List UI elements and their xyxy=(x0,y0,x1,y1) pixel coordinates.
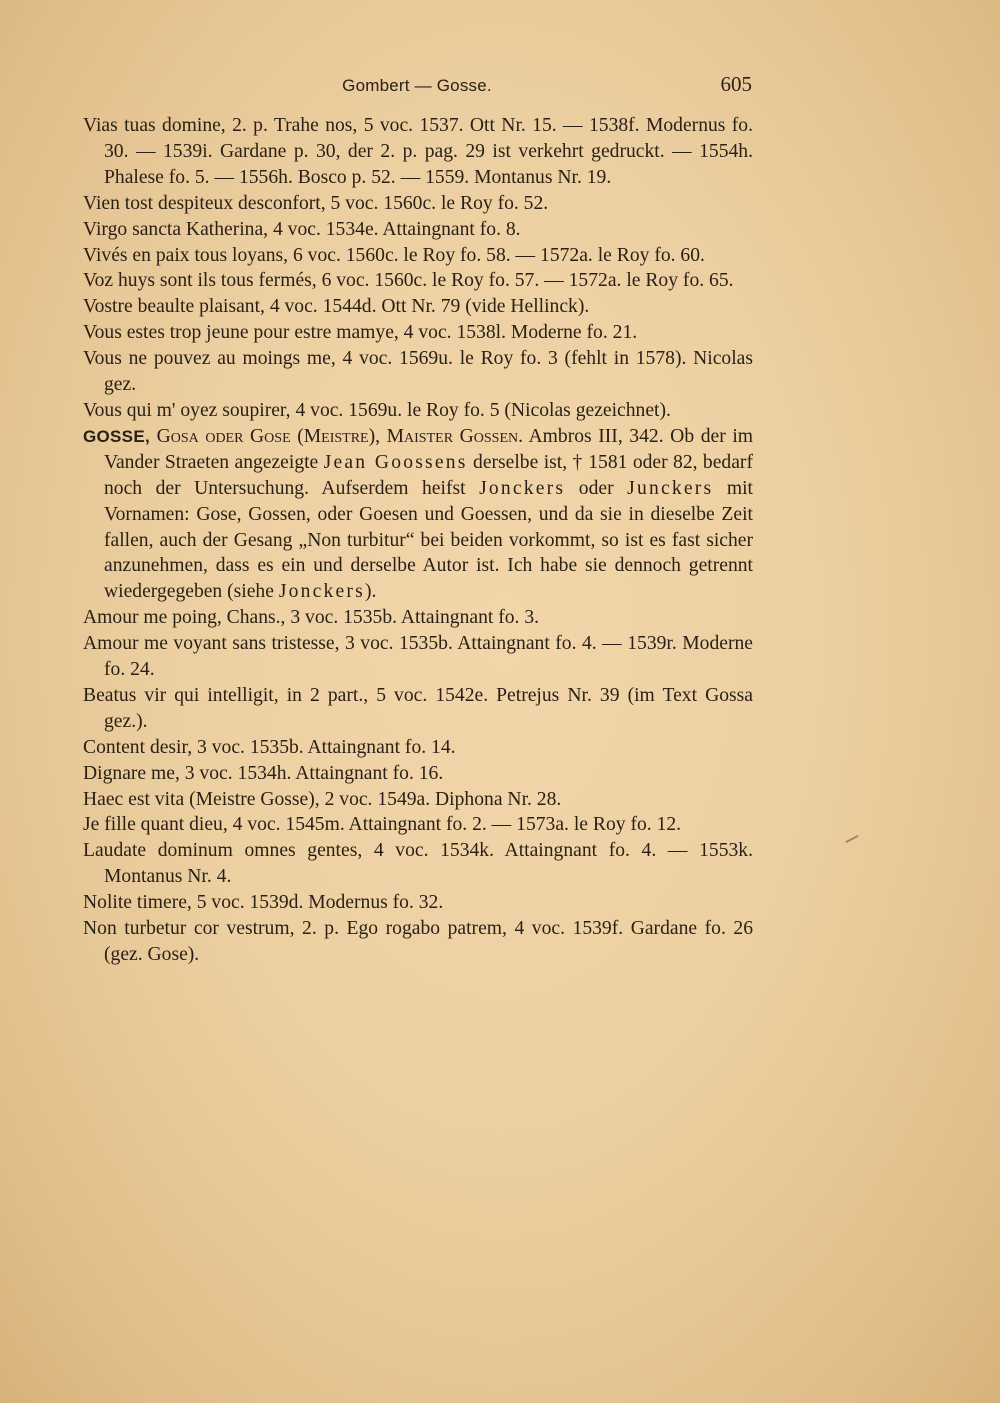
article-text-1: Ambros III, 342. Ob der im Vander Straeten angezeigte xyxy=(104,425,754,473)
entry-nolite-timere: Nolite timere, 5 voc. 1539d. Modernus fo. 32. xyxy=(83,892,444,914)
article-text-3: oder xyxy=(578,477,614,499)
entry-vous-qui: Vous qui m' oyez soupirer, 4 voc. 1569u. le Roy fo. 5 (Nicolas gezeichnet). xyxy=(83,399,671,421)
page-number: 605 xyxy=(720,72,752,96)
entry-content-desir: Content desir, 3 voc. 1535b. Attaingnant fo. 14. xyxy=(83,736,456,758)
entry-vien-tost: Vien tost despiteux desconfort, 5 voc. 1560c. le Roy fo. 52. xyxy=(83,192,549,214)
article-gosse xyxy=(83,424,753,605)
article-text-4: mit Vornamen: Gose, Gossen, oder Goesen und Goessen, und da sie in dieselbe Zeit fallen, auch der Gesang „Non turbitur“ bei beiden vorkommt, so ist es fast sicher anzunehmen, dass es ein und derselbe Autor ist. Ich habe sie dennoch getrennt wiedergegeben (siehe xyxy=(104,477,753,603)
article-text-5: ). xyxy=(365,581,377,603)
entry-haec-est-vita: Haec est vita (Meistre Gosse), 2 voc. 1549a. Diphona Nr. 28. xyxy=(83,788,562,810)
running-head xyxy=(82,72,752,102)
entry-beatus-vir: Beatus vir qui intelligit, in 2 part., 5 voc. 1542e. Petrejus Nr. 39 (im Text Gossa gez.). xyxy=(83,684,753,732)
entry-virgo-sancta: Virgo sancta Katherina, 4 voc. 1534e. Attaingnant fo. 8. xyxy=(83,218,521,240)
paper-blemish xyxy=(845,835,858,843)
article-name-jean-goossens: Jean Goossens xyxy=(323,451,468,473)
article-text-2: derselbe ist, † 1581 oder 82, bedarf noch der Untersuchung. Aufserdem heifst xyxy=(104,451,753,499)
entry-amour-me-poing: Amour me poing, Chans., 3 voc. 1535b. Attaingnant fo. 3. xyxy=(83,607,540,629)
entry-vous-estes: Vous estes trop jeune pour estre mamye, 4 voc. 1538l. Moderne fo. 21. xyxy=(83,322,638,344)
entry-non-turbetur: Non turbetur cor vestrum, 2. p. Ego rogabo patrem, 4 voc. 1539f. Gardane fo. 26 (gez. Gose). xyxy=(83,918,753,965)
article-name-jonckers: Jonckers xyxy=(479,477,566,499)
entry-laudate-dominum: Laudate dominum omnes gentes, 4 voc. 1534k. Attaingnant fo. 4. — 1553k. Montanus Nr. 4. xyxy=(83,840,753,888)
entry-vostre-beaulte: Vostre beaulte plaisant, 4 voc. 1544d. Ott Nr. 79 (vide Hellinck). xyxy=(83,296,590,318)
article-name-variants: Gosa oder Gose (Meistre), Maister Gossen. xyxy=(156,425,524,447)
article-name-junckers: Junckers xyxy=(627,477,714,499)
entry-vias-tuas: Vias tuas domine, 2. p. Trahe nos, 5 voc. 1537. Ott Nr. 15. — 1538f. Modernus fo. 30. — 1539i. Gardane p. 30, der 2. p. pag. 29 ist verkehrt gedruckt. — 1554h. Phalese fo. 5. — 1556h. Bosco p. 52. — 1559. Montanus Nr. 19. xyxy=(83,115,753,188)
entry-je-fille: Je fille quant dieu, 4 voc. 1545m. Attaingnant fo. 2. — 1573a. le Roy fo. 12. xyxy=(83,814,682,836)
body-text xyxy=(83,113,753,968)
article-name-jonckers-ref: Jonckers xyxy=(278,581,365,603)
entry-voz-huys: Voz huys sont ils tous fermés, 6 voc. 1560c. le Roy fo. 57. — 1572a. le Roy fo. 65. xyxy=(83,270,734,292)
entry-amour-me-voyant: Amour me voyant sans tristesse, 3 voc. 1535b. Attaingnant fo. 4. — 1539r. Moderne fo. 24. xyxy=(83,633,753,681)
entry-vives-en-paix: Vivés en paix tous loyans, 6 voc. 1560c. le Roy fo. 58. — 1572a. le Roy fo. 60. xyxy=(83,244,705,266)
running-title: Gombert — Gosse. xyxy=(342,76,492,95)
article-lemma: GOSSE, xyxy=(83,426,150,446)
entry-vous-ne-pouvez: Vous ne pouvez au moings me, 4 voc. 1569u. le Roy fo. 3 (fehlt in 1578). Nicolas gez. xyxy=(83,348,753,396)
entry-dignare-me: Dignare me, 3 voc. 1534h. Attaingnant fo. 16. xyxy=(83,762,444,784)
